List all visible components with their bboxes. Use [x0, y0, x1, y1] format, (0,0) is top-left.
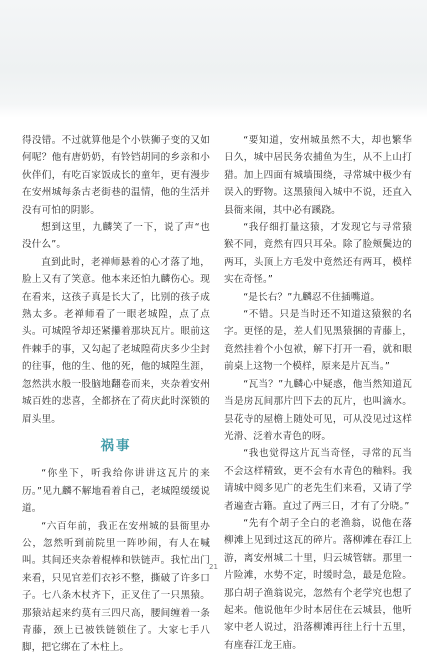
- page-number: 21: [209, 563, 218, 571]
- left-column: [22, 132, 210, 657]
- paragraph: 得没错。不过就算他是个小铁狮子变的又如何呢？他有唐奶奶，有铃铛胡同的乡亲和小伙伴们，有吃百家饭成长的童年，更有漫步在安州城每条古老街巷的温情，他的生活并没有可怕的阴影。: [22, 135, 210, 216]
- paragraph: “你坐下，听我给你讲讲这瓦片的来历。”见九麟不解地看着自己，老城隍缓缓说道。: [22, 468, 210, 515]
- right-column: [224, 132, 412, 654]
- paragraph: “要知道，安州城虽然不大，却也繁华日久，城中居民务农捕鱼为生，从不上山打猎。加上四面有城墙围绕，寻常城中极少有误入的野物。这黑猿闯入城中不说，还直入县衙来闹，其中必有蹊跷。: [224, 135, 412, 216]
- paragraph: “我也觉得这片瓦当奇怪，寻常的瓦当不会这样精致，更不会有水青色的釉料。我请城中阅多见广的老先生们来看，又请了学者遍查古籍。直过了两三日，才有了分晓。”: [224, 448, 412, 512]
- paragraph: “先有个胡子全白的老渔翁，说他在落柳滩上见到过这瓦的碎片。落柳滩在春江上游，离安州城二十里，归云城管辖。那里一片险滩，水势不定，时缓时急，最是危险。那白胡子渔翁说完，忽然有个老学究也想了起来。他说他年少时本居住在云城县，他听家中老人说过，沿落柳滩再往上行十五里，有座春江龙王庙。: [224, 517, 412, 651]
- paragraph: “不错。只是当时还不知道这猿猴的名字。更怪的是，差人们见黑猿捆的青藤上，竟然挂着个小包袱，解下打开一看，就和眼前桌上这物一个模样，原来是片瓦当。”: [224, 309, 412, 373]
- section-title: 祸事: [100, 437, 132, 454]
- paragraph: 直到此时，老禅师悬着的心才落了地，脸上又有了笑意。他本来还怕九麟伤心。现在看来，这孩子真是长大了，比别的孩子成熟太多。老禅师看了一眼老城隍，点了点头。可城隍爷却还紧攥着那块瓦片。眼前这件棘手的事，又勾起了老城隍荷庆多少尘封的往事，他的生、他的死，他的城隍生涯，忽然洪水般一股脑地翻卷而来，夹杂着安州城百姓的悲喜，全都挤在了荷庆此时深锁的眉头里。: [22, 256, 210, 425]
- paragraph: “瓦当？”九麟心中疑惑，他当然知道瓦当是房瓦间那片凹下去的瓦片，也叫滴水。昙花寺的屋檐上随处可见，可从没见过这样光滑、泛着水青色的呀。: [224, 378, 412, 442]
- paragraph: “是长右？”九麟忍不住插嘴道。: [243, 291, 381, 303]
- paragraph: “我仔细打量这猿，才发现它与寻常猿猴不同，竟然有四只耳朵。除了脸颊鬓边的两耳，头顶上方毛发中竟然还有两耳，模样实在奇怪。”: [224, 222, 412, 286]
- paragraph: 想到这里，九麟笑了一下，说了声“也没什么”。: [22, 222, 210, 251]
- header-background: [0, 0, 427, 118]
- paragraph: “六百年前，我正在安州城的县衙里办公，忽然听到前院里一阵吵闹，有人在喊叫。其间还夹杂着棍棒和铁链声。我忙出门来看，只见官差们衣衫不整，撕破了许多口子。七八条木杖齐下，正叉住了一只黑猿。那猿站起来约莫有三四尺高，腰间缠着一条青藤，颈上已被铁链锁住了。大家七手八脚，把它绑在了木柱上。: [22, 520, 210, 654]
